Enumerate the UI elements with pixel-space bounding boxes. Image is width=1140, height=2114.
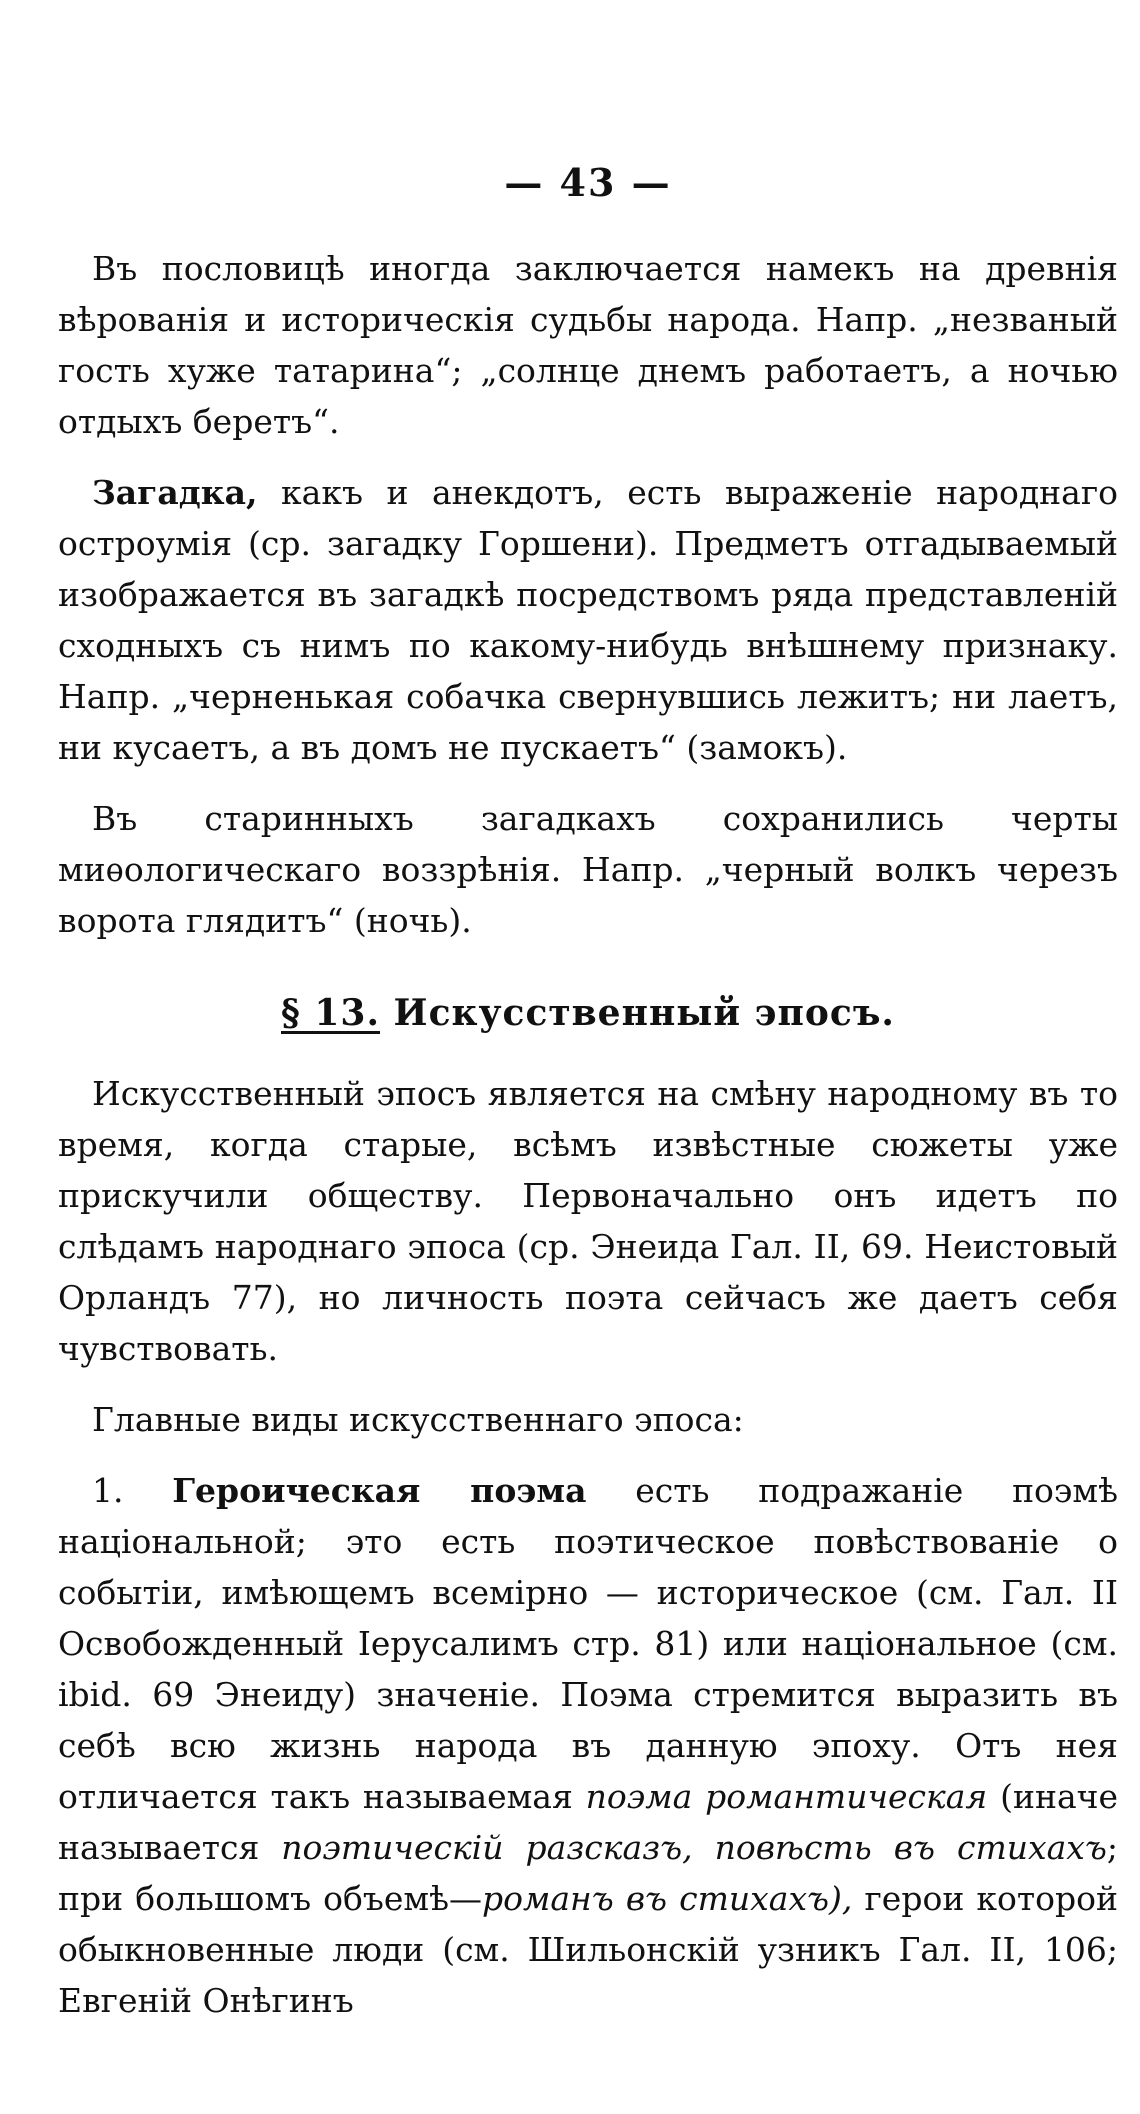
paragraph-main-types <box>58 1394 1118 1445</box>
heroic-poem-text-a: есть подражаніе поэмѣ національной; это есть поэтическое повѣствованіе о событіи, имѣющемъ всемірно — историческое (см. Гал. II Освобожденный Іерусалимъ стр. 81) или національное (см. ibid. 69 Энеиду) значеніе. Поэма стремится выразить въ себѣ всю жизнь народа въ данную эпоху. Отъ нея отличается такъ называемая <box>58 1471 1118 1816</box>
term-riddle: Загадка, <box>92 473 258 512</box>
novel-in-verse-italic: романъ въ стихахъ), <box>482 1879 853 1918</box>
page-number: — 43 — <box>504 160 672 205</box>
paragraph-artificial-epic-text: Искусственный эпосъ является на смѣну народному въ то время, когда старые, всѣмъ извѣстные сюжеты уже прискучили обществу. Первоначально онъ идетъ по слѣдамъ народнаго эпоса (ср. Энеида Гал. II, 69. Неистовый Орландъ 77), но личность поэта сейчасъ же даетъ себя чувствовать. <box>58 1074 1118 1368</box>
paragraph-old-riddles-text: Въ старинныхъ загадкахъ сохранились черты миѳологическаго воззрѣнія. Напр. „черный волкъ черезъ ворота глядитъ“ (ночь). <box>58 799 1118 940</box>
section-title-text: Искусственный эпосъ. <box>380 992 895 1034</box>
term-heroic-poem: Героическая поэма <box>172 1471 587 1510</box>
heroic-poem-text-c: ; при большомъ объемѣ— <box>58 1828 1118 1918</box>
paragraph-riddle-text: какъ и анекдотъ, есть выраженіе народнаго остроумія (ср. загадку Горшени). Предметъ отгадываемый изображается въ загадкѣ посредствомъ ряда представленій сходныхъ съ нимъ по какому-нибудь внѣшнему признаку. Напр. „черненькая собачка свернувшись лежитъ; ни лаетъ, ни кусаетъ, а въ домъ не пускаетъ“ (замокъ). <box>58 473 1118 767</box>
poetic-tale-italic: поэтическій разсказъ, повѣсть въ стихахъ <box>281 1828 1107 1867</box>
paragraph-main-types-text: Главные виды искусственнаго эпоса: <box>92 1400 744 1439</box>
romantic-poem-italic: поэма романтическая <box>585 1777 988 1816</box>
heroic-poem-text-b: (иначе называется <box>58 1777 1118 1867</box>
paragraph-proverb <box>58 243 1118 447</box>
heroic-poem-text-d: герои которой обыкновенные люди (см. Шильонскій узникъ Гал. II, 106; Евгеній Онѣгинъ <box>58 1879 1118 2020</box>
document-page <box>58 160 1118 2046</box>
paragraph-riddle <box>58 467 1118 773</box>
list-number: 1. <box>92 1471 173 1510</box>
section-number: § 13. <box>281 992 381 1034</box>
paragraph-heroic-poem <box>58 1465 1118 2026</box>
paragraph-proverb-text: Въ пословицѣ иногда заключается намекъ на древнія вѣрованія и историческія судьбы народа. Напр. „незваный гость хуже татарина“; „солнце днемъ работаетъ, а ночью отдыхъ беретъ“. <box>58 249 1118 441</box>
section-heading <box>58 992 1118 1034</box>
paragraph-artificial-epic <box>58 1068 1118 1374</box>
paragraph-old-riddles <box>58 793 1118 946</box>
